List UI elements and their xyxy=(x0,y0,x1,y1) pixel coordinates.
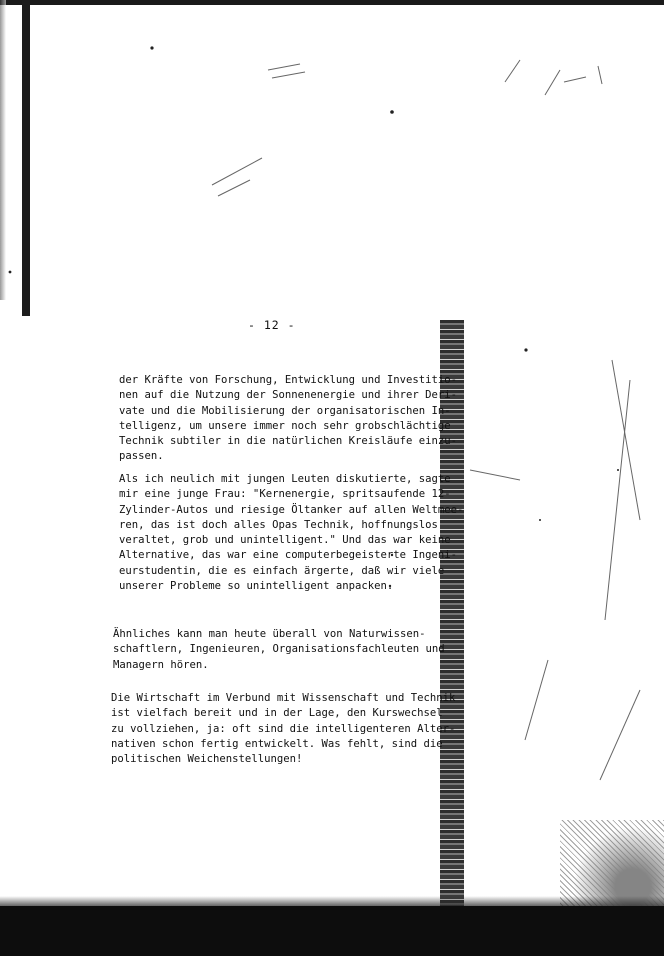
text-line: vate und die Mobilisierung der organisatorischen In- xyxy=(119,404,451,417)
text-line: Technik subtiler in die natürlichen Kreisläufe einzu- xyxy=(119,435,458,448)
text-line: Managern hören. xyxy=(113,658,209,671)
text-line: eurstudentin, die es einfach ärgerte, daß wir viele xyxy=(119,564,445,577)
text-line: unserer Probleme so unintelligent anpacken. xyxy=(119,580,394,593)
text-line: Als ich neulich mit jungen Leuten diskutierte, sagte xyxy=(119,473,451,485)
paragraph-2 xyxy=(119,472,463,594)
text-line: ist vielfach bereit und in der Lage, den Kurswechsel xyxy=(111,707,443,720)
text-line: ren, das ist doch alles Opas Technik, hoffnungslos xyxy=(119,518,438,531)
page-number: - 12 - xyxy=(248,318,296,332)
text-line: zu vollziehen, ja: oft sind die intelligenteren Alter- xyxy=(111,722,456,735)
text-line: mir eine junge Frau: "Kernenergie, spritsaufende 12- xyxy=(119,488,451,501)
paragraph-3 xyxy=(113,627,445,673)
text-line: nen auf die Nutzung der Sonnenenergie und ihrer Deri- xyxy=(119,389,458,402)
text-line: Zylinder-Autos und riesige Öltanker auf allen Weltmee- xyxy=(119,503,464,516)
text-line: telligenz, um unsere immer noch sehr grobschlächtige xyxy=(119,419,451,432)
text-line: Ähnliches kann man heute überall von Naturwissen- xyxy=(113,628,426,640)
paragraph-1 xyxy=(119,373,457,465)
text-line: Alternative, das war eine computerbegeisterte Ingeni- xyxy=(119,549,458,562)
text-line: politischen Weichenstellungen! xyxy=(111,753,303,766)
paragraph-4 xyxy=(111,691,455,767)
text-line: passen. xyxy=(119,450,164,463)
text-line: Die Wirtschaft im Verbund mit Wissenschaft und Technik xyxy=(111,692,456,704)
text-line: schaftlern, Ingenieuren, Organisationsfachleuten und xyxy=(113,643,445,656)
text-line: veraltet, grob und unintelligent." Und das war keine xyxy=(119,534,451,547)
text-line: nativen schon fertig entwickelt. Was fehlt, sind die xyxy=(111,737,443,750)
text-line: der Kräfte von Forschung, Entwicklung und Investitio- xyxy=(119,374,458,386)
